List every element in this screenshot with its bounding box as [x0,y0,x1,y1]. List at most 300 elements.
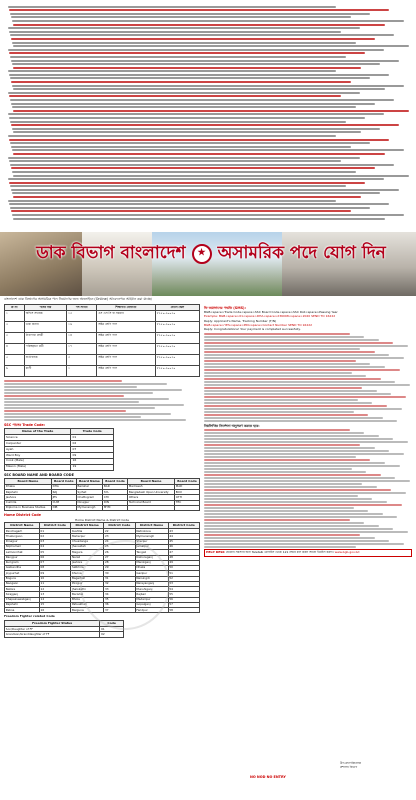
fine-print-line [10,56,346,58]
fine-print-line [8,135,336,137]
fine-print-line [12,171,356,173]
table-cell: Jashore [71,560,104,565]
banner-title-left: ডাক বিভাগ বাংলাদেশ [36,243,186,264]
fine-print-line [11,167,375,169]
column-header: Board Code [103,479,128,485]
table-cell: মালী [24,365,66,376]
help-desk-text: যেকোন সমস্যার জন্য Teletalk মোবাইল থেকে 121 নম্বরে কল করুন অথবা ইমেইল করুন। [225,549,334,554]
fine-print-line [9,117,365,119]
column-header: District Name [5,523,40,529]
fine-print-line [204,351,375,353]
fine-print-line [204,348,360,350]
table-cell: অফিস সহায়ক [24,310,66,321]
column-header: ক্র নং [5,305,25,311]
table-cell: Lalmonirhat [5,550,40,555]
table-cell: Magura [71,550,104,555]
fine-print-line [204,489,391,491]
table-cell: Sirajganj [5,592,40,597]
fine-print-line [4,407,155,409]
table-cell: DIN [103,500,128,505]
table-cell: 31 [104,576,135,581]
table-cell: 13 [39,592,70,597]
fine-print-line [8,200,336,202]
fine-print-line [4,386,137,388]
fine-print-line [204,444,360,446]
table-cell: Bagerhat [71,576,104,581]
fine-print-line [13,175,409,177]
notice-list [204,429,412,548]
fine-print-line [9,9,389,11]
column-header: পদের নাম [24,305,66,311]
table-cell: 14 [39,597,70,602]
table-cell: 58 [168,608,199,613]
table-cell: অষ্টম শ্রেণি পাস [97,365,156,376]
fine-print-line [10,99,394,101]
table-cell: 29 [104,566,135,571]
bgb-logo-icon: ★ [192,244,212,264]
fine-print-line [204,396,406,398]
table-cell: 28 [104,560,135,565]
post-row [5,310,200,321]
fine-print-line [204,438,393,440]
column-header: পদ সংখ্যা [67,305,97,311]
table-cell: 09 [71,452,114,458]
table-cell: Kurigram [5,560,40,565]
fine-print-line [8,92,360,94]
column-header: Board Name [76,479,102,485]
fine-print-line [204,417,383,419]
table-cell: 44 [168,534,199,539]
fine-print-line [204,483,362,485]
table-cell: ১৩ [67,310,97,321]
table-cell: Chapainawabganj [5,597,40,602]
column-header: Name of the Trade [5,429,71,435]
fine-print-line [4,380,122,382]
fine-print-line [13,88,385,90]
table-cell: Carpenter [5,441,71,447]
table-cell: 02 [39,534,70,539]
signer-department: প্রশাসন বিভাগ [340,764,358,769]
fine-print-line [204,408,402,410]
fine-print-line [10,34,394,36]
fine-print-line [204,465,400,467]
fine-print-line [13,45,409,47]
table-cell: Jamalpur [135,545,168,550]
fine-print-line [204,366,385,368]
table-cell: Manikganj [135,560,168,565]
fine-print-line [204,501,387,503]
table-cell: 10 [39,576,70,581]
fine-print-line [10,207,370,209]
table-cell: CHI [103,495,128,500]
fine-print-line [204,372,352,374]
table-cell: Sylhet [76,490,102,495]
fine-print-line [4,410,126,412]
table-cell: Ayah [5,447,71,453]
table-cell: ৮২৫০-২০০১০ [155,354,199,365]
fine-print-line [204,492,406,494]
table-cell: Gaibandha [5,566,40,571]
table-cell: Panchagarh [5,529,40,534]
fine-print-line [204,339,379,341]
fine-print-line [10,13,370,15]
fine-print-line [10,77,370,79]
fine-print-line [204,495,358,497]
fine-print-line [204,405,387,407]
table-cell: Satkhira [71,566,104,571]
table-cell: 51 [168,571,199,576]
table-cell: Technical Board [128,500,175,505]
fine-print-line [11,189,399,191]
table-cell: Narail [71,555,104,560]
table-cell: 25 [104,545,135,550]
column-header: District Name [135,523,168,529]
fine-print-line [204,381,395,383]
instructions-text [204,333,412,422]
fine-print-line [13,131,361,133]
table-cell: 07 [39,560,70,565]
fine-print-line [9,95,341,97]
fine-print-line [8,6,336,8]
table-cell: Chuadanga [71,539,104,544]
table-cell: 57 [168,602,199,607]
intro-text: বাংলাদেশ ডাক বিভাগের অসামরিক পদে নিয়োগের জন্য অনলাইনে (Online) আবেদনপত্র আহ্বান করা যাচ্ছে। [4,297,153,301]
fine-print-line [11,16,351,18]
table-cell: Natore [5,587,40,592]
table-cell: JES [51,495,76,500]
fine-print-line [204,510,368,512]
table-cell [128,506,175,511]
fine-print-line [204,471,366,473]
table-cell: 11 [39,581,70,586]
table-cell: ১ [67,365,97,376]
fine-print-line [204,459,370,461]
table-cell: Sherpur [135,539,168,544]
fine-print-line [204,498,372,500]
table-cell: 23 [104,534,135,539]
board-row [5,506,200,511]
table-cell: ৮২৫০-২০০১০ [155,365,199,376]
table-cell: 01 [100,627,124,632]
fine-print-line [204,375,366,377]
fine-print-line [10,142,370,144]
table-cell: Pirojpur [71,581,104,586]
table-cell: পরিচ্ছন্নতা কর্মী [24,343,66,354]
table-cell: Narsingdi [135,576,168,581]
no-nod-notice: NO NOD NO ENTRY [250,775,286,779]
table-cell: 56 [168,597,199,602]
table-cell: 16 [39,608,70,613]
table-cell: Son/Daughter of FF [5,627,100,632]
sms-line: Example: BGB<space>01<space>DHA<space>236098<space>2020 SEND TO 16222 [204,314,336,319]
table-cell: Pabna [5,608,40,613]
fine-print-line [13,24,385,26]
fine-print-line [8,157,360,159]
help-desk-box [204,549,412,557]
sms-instructions [204,311,412,331]
recruitment-banner [0,232,416,296]
fine-print-line [204,531,408,533]
table-cell: Barishal [71,592,104,597]
fine-print-line [4,401,139,403]
fine-print-line [12,106,356,108]
table-cell: Dhaka [5,484,52,489]
fine-print-line [204,393,391,395]
table-cell: 46 [168,545,199,550]
table-cell: TEC [175,500,200,505]
fine-print-line [13,196,361,198]
fine-print-line [4,398,169,400]
watermark-seal [80,540,170,630]
table-cell: Bogura [5,576,40,581]
fine-print-line [12,149,404,151]
fine-print-line [9,203,389,205]
fine-print-line [204,450,389,452]
column-header: Board Name [5,479,52,485]
fine-print-line [204,432,364,434]
fine-print-line [204,513,383,515]
fine-print-line [13,153,385,155]
table-cell: ৮২৫০-২০০১০ [155,343,199,354]
table-cell: ৮২৫০-২০০১০ [155,332,199,343]
sms-line: BGB<space>YES<space>PIN<space>Contact Number SEND TO 16222 [204,322,313,327]
fine-print-line [204,504,402,506]
post-row [5,321,200,332]
post-row [5,365,200,376]
fine-print-line [204,453,404,455]
post-row [5,343,200,354]
fine-print-line [204,516,397,518]
table-cell: Mason (Male) [5,464,71,470]
fine-print-line [204,543,404,545]
table-cell: Khulna [71,571,104,576]
fine-print-line [204,411,354,413]
table-cell: 27 [104,555,135,560]
table-cell: BOU [175,490,200,495]
table-cell: Nilphamari [5,545,40,550]
fine-print-line [204,360,356,362]
fine-print-line [204,378,381,380]
fine-print-line [13,110,409,112]
table-cell: 33 [104,587,135,592]
table-cell: DIB [51,506,76,511]
fine-print-line [4,383,167,385]
fine-print-line [204,525,379,527]
fine-print-line [204,402,372,404]
table-cell: Munshiganj [135,587,168,592]
table-cell: 22 [104,529,135,534]
table-cell: 55 [168,592,199,597]
column-header: Trade Code [71,429,114,435]
fine-print-line [8,70,336,72]
table-cell: ৫ [5,354,25,365]
table-cell: Gopalganj [135,602,168,607]
table-cell: Ward Boy [5,452,71,458]
table-cell: BAR [103,484,128,489]
fine-print-line [4,416,141,418]
table-cell: ১৭ [67,343,97,354]
fine-print-line [204,384,410,386]
fine-print-line [204,486,377,488]
table-cell: 02 [71,441,114,447]
table-cell: Bangladesh Open University [128,490,175,495]
table-cell: Dhaka [135,566,168,571]
fine-print-line [4,392,153,394]
table-cell: Rangpur [5,555,40,560]
fine-print-line [12,128,380,130]
table-cell: Bhola [71,597,104,602]
table-cell: Chattogram [76,495,102,500]
sms-line: Reply: Congratulations! Your payment is completed successfully. [204,326,301,331]
fine-print-line [204,519,350,521]
fine-print-line [12,214,404,216]
table-cell: 08 [39,566,70,571]
ssc-trade-label: SSC পাসের Trade Code: [4,422,46,427]
table-cell: Jashore [5,495,52,500]
sms-line: BGB<space>Trade Code<space>SSC Board Code<space>SSC Roll<space>Passing Year [204,310,338,315]
fine-print-line [9,31,341,33]
table-cell: 37 [104,608,135,613]
fine-print-line [204,354,389,356]
table-cell: Madaripur [135,597,168,602]
table-cell: 06 [39,555,70,560]
fine-print-line [204,414,368,416]
table-cell: Diploma in Business Studies [5,506,52,511]
fine-print-line [10,185,346,187]
fine-print-line [4,404,184,406]
table-cell: 01 [39,529,70,534]
fine-print-line [11,103,375,105]
fine-print-line [9,182,365,184]
table-cell: ৬ [5,365,25,376]
column-header: Freedom Fighter Status [5,621,100,627]
table-cell: Dinajpur [76,500,102,505]
column-header: Board Code [51,479,76,485]
column-header: District Name [71,523,104,529]
signature-block [340,762,361,770]
fine-print-line [204,369,400,371]
signer-title: উপ-মহাপরিচালক [340,761,361,765]
table-cell: 50 [168,566,199,571]
trade-row [5,464,114,470]
table-cell: ৮২৫০-২০০১০ [155,310,199,321]
fine-print-line [204,363,370,365]
table-cell: ৩ [67,354,97,365]
table-cell: Naogaon [5,581,40,586]
table-cell: Cumilla [5,500,52,505]
fine-print-line [8,178,384,180]
fine-print-line [204,387,362,389]
fine-print-line [204,357,404,359]
fine-print-line [204,474,381,476]
trade-table [4,428,114,471]
fine-print-line [10,121,346,123]
table-cell: 45 [168,539,199,544]
table-cell: 07 [71,447,114,453]
fine-print-line [4,419,186,421]
table-cell: CUM [51,500,76,505]
table-cell: এস এস সি বা সমমান [97,310,156,321]
fine-print-line [8,49,384,51]
fine-print-line [9,52,365,54]
table-cell: Madrasah [128,484,175,489]
column-header: Board Name [128,479,175,485]
fine-print-line [8,27,360,29]
column-header: Code [100,621,124,627]
fine-print-line [204,468,352,470]
table-cell: বার্তাবাহক [24,354,66,365]
fine-print-line [204,480,410,482]
fine-print-line [204,456,356,458]
table-cell: অষ্টম শ্রেণি পাস [97,354,156,365]
fine-print-line [9,139,389,141]
table-cell: 03 [39,539,70,544]
district-subtitle: Home District Name & District Code [74,517,130,522]
table-cell: 34 [104,592,135,597]
fine-print-line [13,218,385,220]
fine-print-line [204,537,375,539]
website-link[interactable]: www.bgb.gov.bd [334,549,360,554]
table-cell: 53 [168,581,199,586]
fine-print-line [12,192,380,194]
sms-line: Reply: Applicant's Name, Tracking Number (T/N) [204,318,277,323]
fine-print-line [204,390,377,392]
table-cell: 48 [168,555,199,560]
fine-print-line [12,20,404,22]
table-cell: 35 [104,597,135,602]
table-cell: 09 [39,571,70,576]
table-cell: Gazipur [135,571,168,576]
banner-title-right: অসামরিক পদে যোগ দিন [217,243,386,264]
fine-print-line [11,124,399,126]
fine-print-line [204,546,356,548]
table-cell: অষ্টম শ্রেণি পাস [97,343,156,354]
table-cell: Joypurhat [5,571,40,576]
fine-print-line [4,395,124,397]
fine-print-line [204,507,354,509]
fine-print-line [4,413,171,415]
post-row [5,354,200,365]
table-cell: Barguna [71,608,104,613]
table-cell: Dinajpur [5,539,40,544]
fine-print-line [204,528,393,530]
fine-print-line [204,462,385,464]
table-cell: DHA [51,484,76,489]
table-cell: Mymensingh [135,534,168,539]
table-cell: Jhenaidah [71,545,104,550]
table-cell: ১ [5,310,25,321]
table-cell: ৮২৫০-২০০১০ [155,321,199,332]
help-desk-title: HELP DESK [206,549,225,554]
table-cell: Rajbari [135,592,168,597]
column-header: শিক্ষাগত যোগ্যতা [97,305,156,311]
table-cell: Barishal [76,484,102,489]
table-cell: RAJ [51,490,76,495]
table-cell: Others [128,495,175,500]
table-cell: 24 [104,539,135,544]
table-cell: Science [5,435,71,441]
table-cell: 30 [104,571,135,576]
notice-title: নিম্নলিখিত নির্দেশনা অনুসরণ করতে হবে: [204,423,260,428]
table-cell: Rajshahi [5,602,40,607]
table-cell: Thakurgaon [5,534,40,539]
fine-print-line [204,534,360,536]
table-cell: 32 [104,581,135,586]
post-row [5,332,200,343]
fine-print-line [204,540,389,542]
table-cell: MYM [103,506,128,511]
table-cell: Patuakhali [71,602,104,607]
